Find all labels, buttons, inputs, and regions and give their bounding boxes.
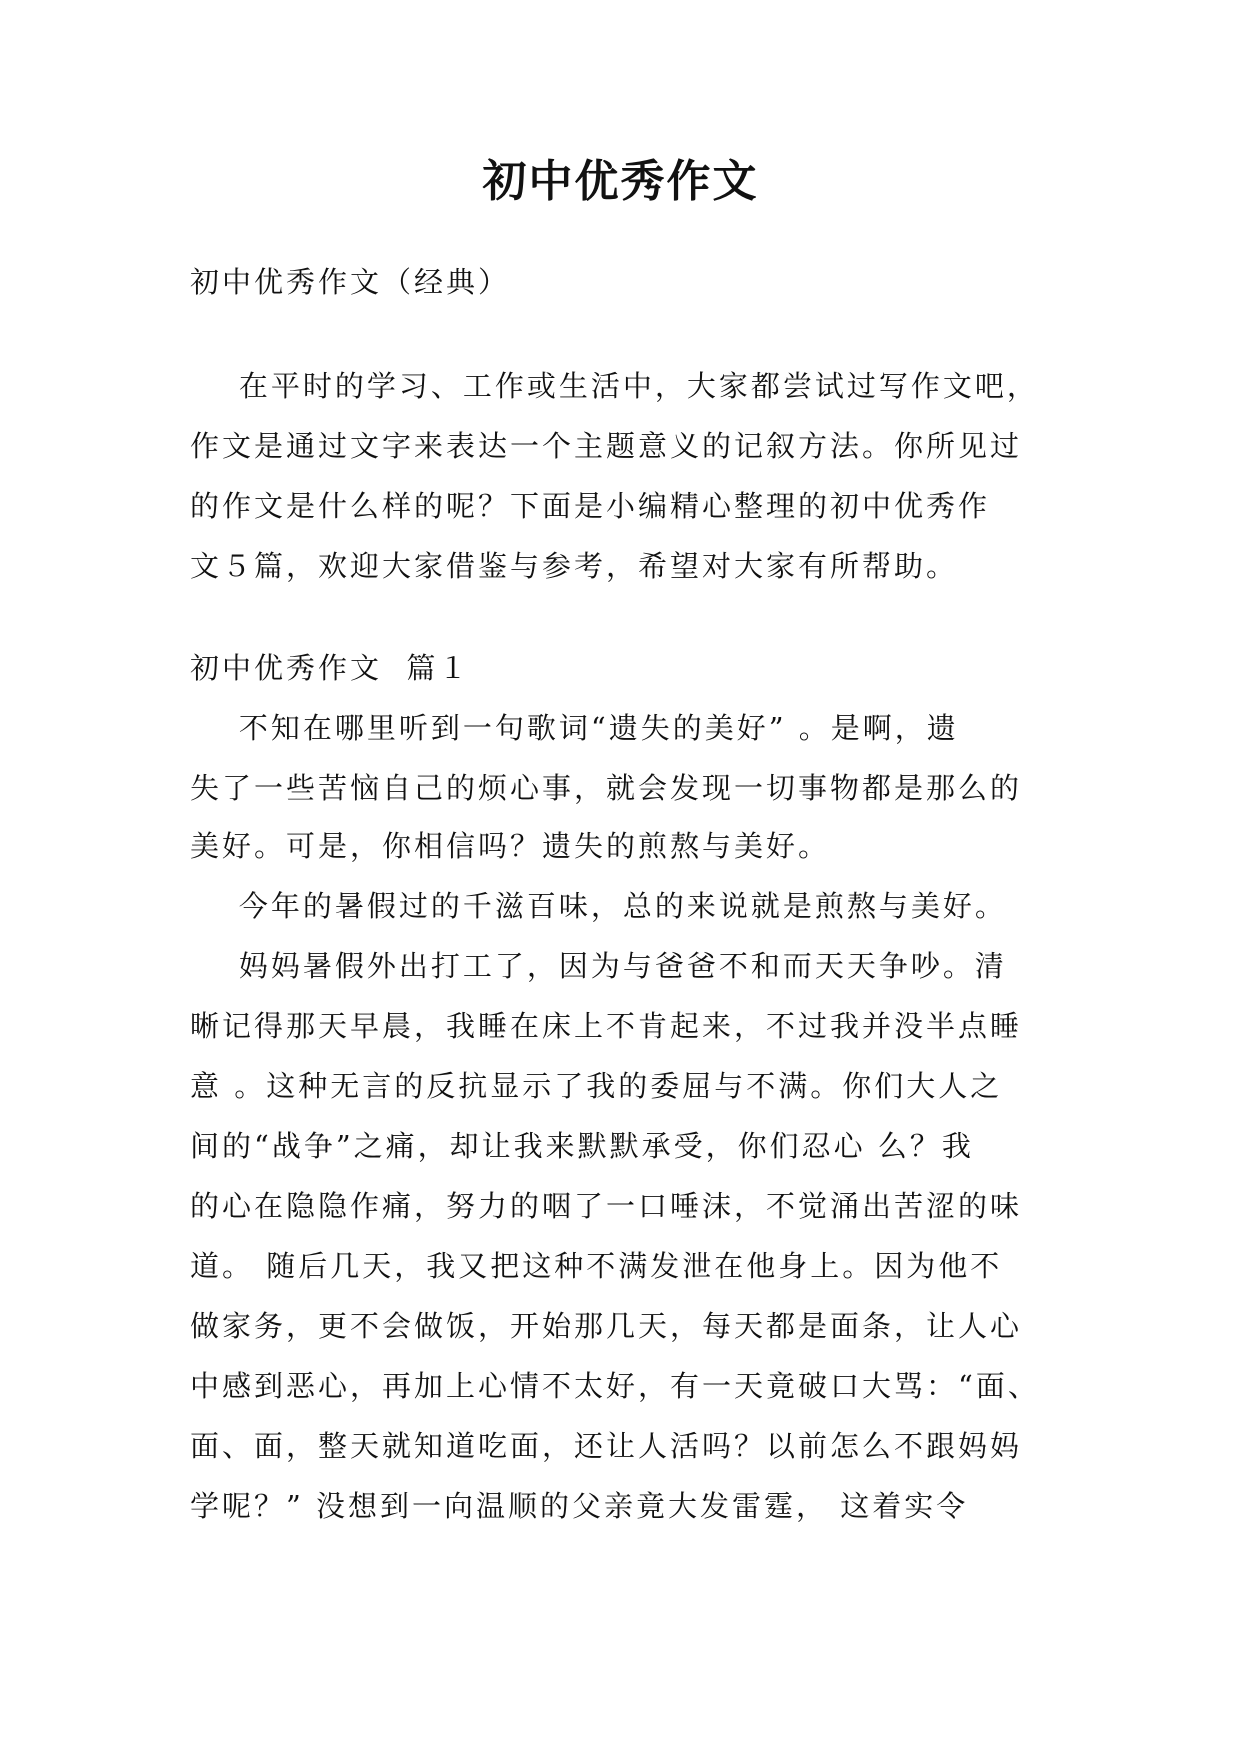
intro-line: 作文是通过文字来表达一个主题意义的记叙方法。你所见过 — [190, 429, 1023, 463]
section-heading: 初中优秀作文 篇１ — [190, 651, 471, 685]
body-line: 学呢？” 没想到一向温顺的父亲竟大发雷霆， 这着实令 — [190, 1489, 969, 1523]
body-line: 美好。可是，你相信吗？遗失的煎熬与美好。 — [190, 829, 831, 863]
document-subtitle: 初中优秀作文（经典） — [190, 265, 511, 299]
body-line: 意 。这种无言的反抗显示了我的委屈与不满。你们大人之 — [190, 1069, 1003, 1103]
body-line: 道。 随后几天，我又把这种不满发泄在他身上。因为他不 — [190, 1249, 1003, 1283]
body-line: 妈妈暑假外出打工了，因为与爸爸不和而天天争吵。清 — [190, 949, 1007, 983]
intro-line: 的作文是什么样的呢？下面是小编精心整理的初中优秀作 — [190, 489, 991, 523]
intro-line: 在平时的学习、工作或生活中，大家都尝试过写作文吧， — [190, 369, 1039, 403]
body-line: 失了一些苦恼自己的烦心事，就会发现一切事物都是那么的 — [190, 771, 1023, 805]
body-line: 面、面，整天就知道吃面，还让人活吗？以前怎么不跟妈妈 — [190, 1429, 1023, 1463]
document-title: 初中优秀作文 — [482, 156, 759, 207]
body-line: 间的“战争”之痛，却让我来默默承受，你们忍心 么？我 — [190, 1129, 974, 1163]
body-line: 做家务，更不会做饭，开始那几天，每天都是面条，让人心 — [190, 1309, 1023, 1343]
body-line: 的心在隐隐作痛，努力的咽了一口唾沫，不觉涌出苦涩的味 — [190, 1189, 1023, 1223]
body-line: 今年的暑假过的千滋百味，总的来说就是煎熬与美好。 — [190, 889, 1007, 923]
intro-line: 文５篇，欢迎大家借鉴与参考，希望对大家有所帮助。 — [190, 549, 959, 583]
body-line: 不知在哪里听到一句歌词“遗失的美好” 。是啊，遗 — [190, 711, 959, 745]
body-line: 中感到恶心，再加上心情不太好，有一天竟破口大骂：“面、 — [190, 1369, 1040, 1403]
body-line: 晰记得那天早晨，我睡在床上不肯起来，不过我并没半点睡 — [190, 1009, 1023, 1043]
